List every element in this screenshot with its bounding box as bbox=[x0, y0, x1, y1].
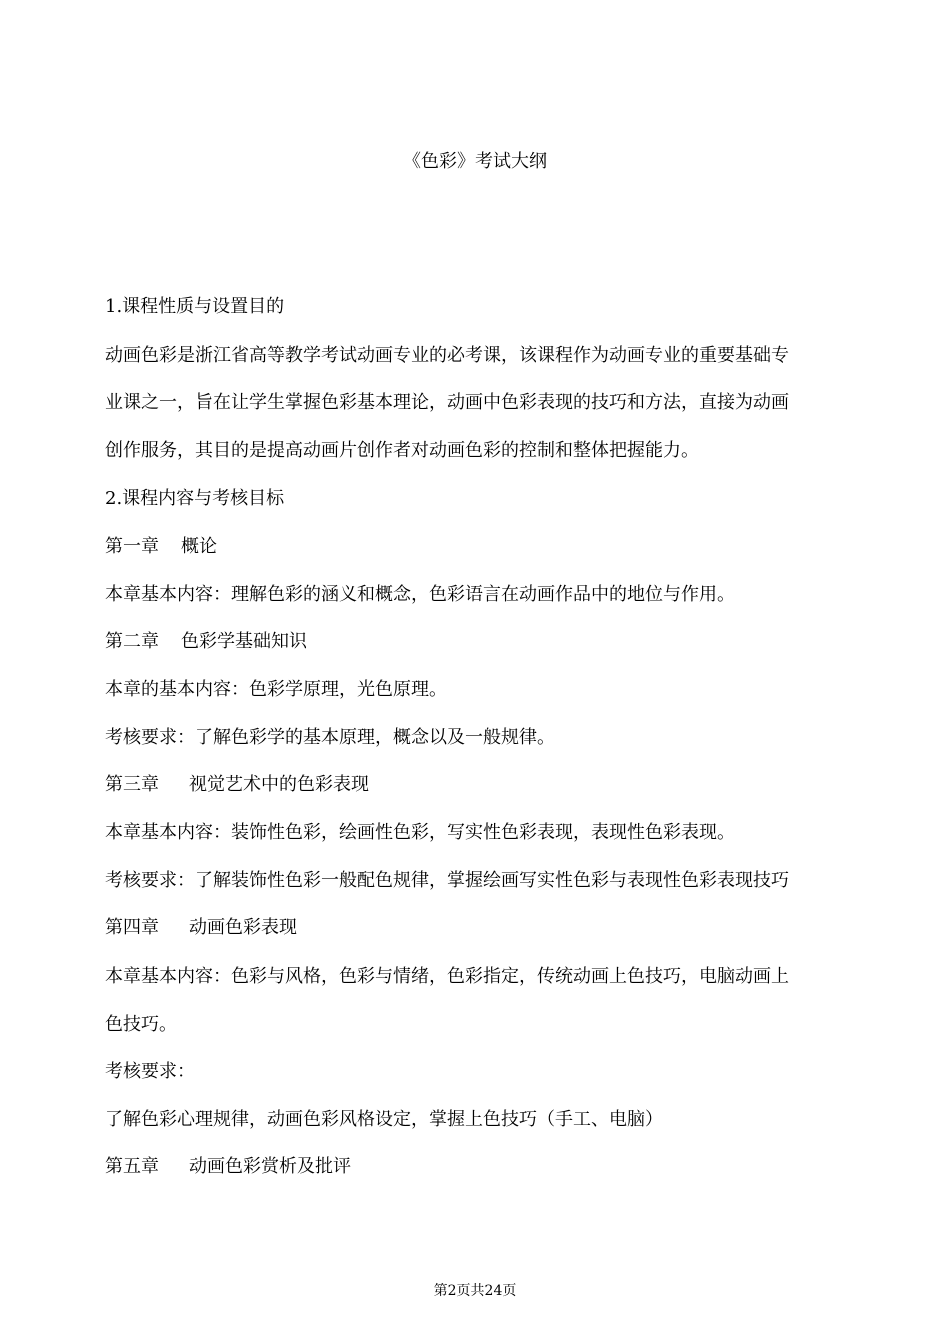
chapter2-requirement: 考核要求：了解色彩学的基本原理，概念以及一般规律。 bbox=[105, 727, 555, 748]
document-title: 《色彩》考试大纲 bbox=[403, 151, 547, 172]
chapter1-title: 概论 bbox=[181, 536, 217, 557]
chapter3-title: 视觉艺术中的色彩表现 bbox=[189, 774, 369, 795]
page-number-footer: 第2页共24页 bbox=[433, 1283, 517, 1299]
chapter2-label: 第二章 bbox=[105, 631, 159, 652]
chapter4-requirement-label: 考核要求： bbox=[105, 1061, 195, 1082]
section1-paragraph-line1: 动画色彩是浙江省高等教学考试动画专业的必考课，该课程作为动画专业的重要基础专 bbox=[105, 345, 789, 366]
chapter4-title: 动画色彩表现 bbox=[189, 917, 297, 938]
chapter4-requirement-text: 了解色彩心理规律，动画色彩风格设定，掌握上色技巧（手工、电脑） bbox=[105, 1109, 663, 1130]
chapter4-content-line2: 色技巧。 bbox=[105, 1014, 177, 1035]
chapter2-title: 色彩学基础知识 bbox=[181, 631, 307, 652]
chapter2-content: 本章的基本内容：色彩学原理，光色原理。 bbox=[105, 679, 447, 700]
chapter5-label: 第五章 bbox=[105, 1156, 159, 1177]
chapter4-heading bbox=[105, 914, 850, 942]
chapter3-heading bbox=[105, 771, 850, 799]
chapter1-content: 本章基本内容：理解色彩的涵义和概念，色彩语言在动画作品中的地位与作用。 bbox=[105, 584, 735, 605]
chapter1-label: 第一章 bbox=[105, 536, 159, 557]
chapter3-requirement: 考核要求：了解装饰性色彩一般配色规律，掌握绘画写实性色彩与表现性色彩表现技巧 bbox=[105, 870, 789, 891]
chapter4-content-line1: 本章基本内容：色彩与风格，色彩与情绪，色彩指定，传统动画上色技巧，电脑动画上 bbox=[105, 966, 789, 987]
chapter5-title: 动画色彩赏析及批评 bbox=[189, 1156, 351, 1177]
section1-paragraph-line3: 创作服务，其目的是提高动画片创作者对动画色彩的控制和整体把握能力。 bbox=[105, 440, 699, 461]
section1-heading: 1.课程性质与设置目的 bbox=[105, 296, 285, 317]
chapter4-label: 第四章 bbox=[105, 917, 159, 938]
chapter5-heading bbox=[105, 1153, 850, 1181]
section2-heading: 2.课程内容与考核目标 bbox=[105, 488, 285, 509]
chapter2-heading bbox=[105, 628, 850, 656]
section1-paragraph-line2: 业课之一，旨在让学生掌握色彩基本理论，动画中色彩表现的技巧和方法，直接为动画 bbox=[105, 392, 789, 413]
chapter3-content: 本章基本内容：装饰性色彩，绘画性色彩，写实性色彩表现，表现性色彩表现。 bbox=[105, 822, 735, 843]
chapter1-heading bbox=[105, 533, 850, 561]
chapter3-label: 第三章 bbox=[105, 774, 159, 795]
